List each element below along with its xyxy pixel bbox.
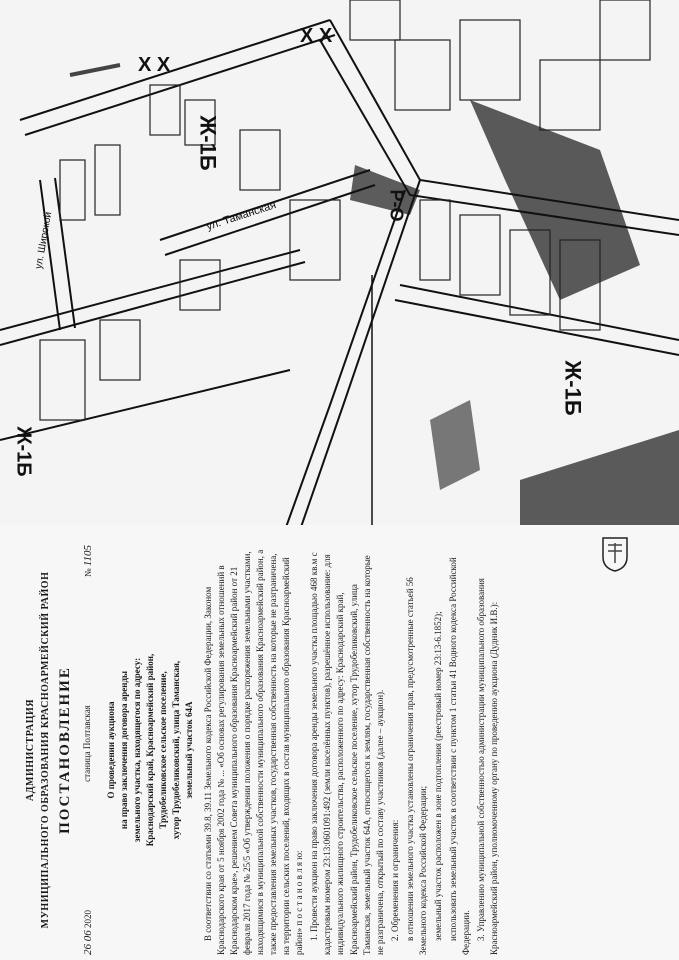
paragraph: в отношении земельного участка установлены ограничения прав, предусмотренные статьей 56 Земельного кодекса Российской Федерации; (404, 577, 428, 955)
doc-type: ПОСТАНОВЛЕНИЕ (57, 666, 73, 834)
zone-label: Ж-1Б (560, 360, 586, 416)
street-label: ул. Таманская (204, 199, 278, 233)
date-line (81, 545, 97, 955)
boundary-mark: X X (138, 54, 171, 76)
paragraph: 3. Управлению муниципальной собственностью администрации муниципального образования Красноармейский район, уполномоченному органу по проведению аукциона (Дудник И.В.): (475, 578, 499, 955)
zone-label: Ж-1Б (195, 115, 221, 171)
paragraph: 2. Обременения и ограничения: (389, 819, 400, 941)
title-line: земельного участка, находящегося по адресу: (131, 657, 142, 843)
title-line: О проведении аукциона (105, 701, 116, 799)
org-title: АДМИНИСТРАЦИЯ (25, 698, 36, 802)
paragraph: 1. Провести аукцион на право заключения договора аренды земельного участка площадью 468 кв.м с кадастровым номером 23:13:0601091:492 (земли населённых пунктов), разрешённое использование: для индивидуального жилищного строительства, расположенного по адресу: Краснодарский край, Красноармейский район, Трудобеликовское сельское поселение, хутор Трудобеликовский, улица Таманская, земельный участок 64А, относящегося к землям, государственная собственность на которые не разграничена, открытый по составу участников (далее – аукцион). (309, 552, 385, 955)
title-line: Трудобеликовское сельское поселение, (157, 671, 168, 829)
street-label: ул. Широкой (33, 211, 55, 270)
decree-page (24, 545, 503, 955)
zone-label: Ж-1Б (12, 426, 35, 477)
date-handwritten: 26 06 (81, 930, 94, 955)
number-label: № (82, 568, 93, 578)
title-line: хутор Трудобеликовский, улица Таманская, (170, 660, 181, 840)
org-subtitle: МУНИЦИПАЛЬНОГО ОБРАЗОВАНИЯ КРАСНОАРМЕЙСКИЙ РАЙОН (39, 571, 51, 929)
title-line: на право заключения договора аренды (118, 670, 129, 830)
year: 2020 (82, 910, 93, 928)
coat-of-arms-icon (600, 535, 630, 573)
decree-document (0, 525, 679, 960)
paragraph: земельный участок расположен в зоне подтопления (реестровый номер 23:13-6.1852); (432, 611, 443, 941)
place: станица Полтавская (81, 705, 92, 782)
boundary-mark: X X (300, 25, 333, 47)
paragraph: использовать земельный участок в соответствии с пунктом 1 статьи 41 Водного кодекса Российской Федерации. (447, 557, 471, 955)
zone-label: Р-О (386, 189, 407, 222)
title-line: Краснодарский край, Красноармейский район, (144, 653, 155, 847)
number-handwritten: 1105 (81, 545, 94, 567)
paragraph: В соответствии со статьями 39.8, 39.11 Земельного кодекса Российской Федерации, Законом Краснодарского края от 5 ноября 2002 года № ... «Об основах регулирования земельных отношений в Краснодарском крае», решением Совета муниципального образования Красноармейский район от 21 февраля 2017 года № 25/5 «Об утверждении положения о порядке распоряжения земельными участками, находящимися в муниципальной собственности муниципального образования Красноармейский район, а также предоставления земельных участков, государственная собственность на которые не разграничена, на территории сельских поселений, входящих в состав муниципального образования Красноармейский район» п о с т а н о в л я ю: (203, 549, 305, 955)
title-line: земельный участок 64А (183, 701, 194, 799)
